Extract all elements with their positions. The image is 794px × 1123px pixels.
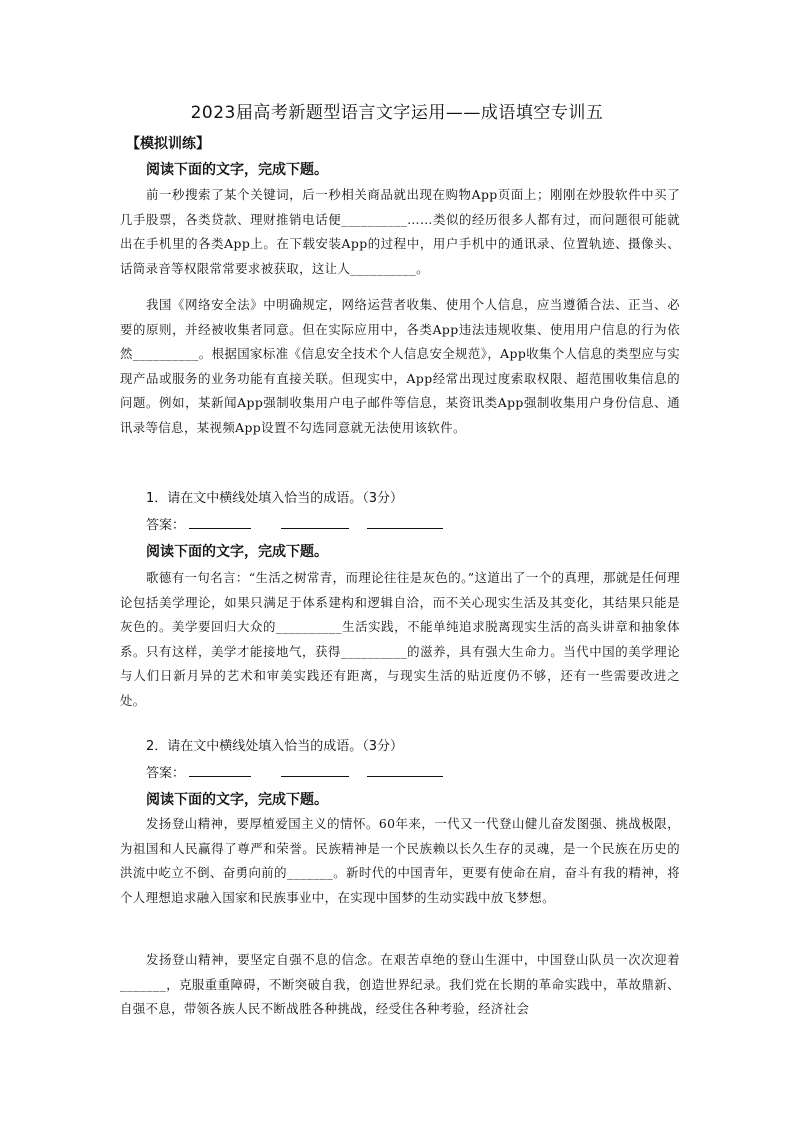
page-title: 2023届高考新题型语言文字运用——成语填空专训五 [190,103,604,123]
question-2: 2．请在文中横线处填入恰当的成语。（3分） [146,739,404,754]
answer-row-1 [146,514,443,533]
reading-instruction-1: 阅读下面的文字，完成下题。 [146,162,328,178]
reading-instruction-2: 阅读下面的文字，完成下题。 [146,544,328,560]
answer-label: 答案： [146,766,186,781]
passage-3-paragraph-1: 发扬登山精神，要厚植爱国主义的情怀。60年来，一代又一代登山健儿奋发图强、挑战极限，为祖国和人民赢得了尊严和荣誉。民族精神是一个民族赖以长久生存的灵魂，是一个民族在历史的洪流中屹立不倒、奋勇向前的_______。新时代的中国青年，更要有使命在肩，奋斗有我的精神，将个人理想追求融入国家和民族事业中，在实现中国梦的生动实践中放飞梦想。 [120,816,680,905]
answer-blank-1[interactable] [189,762,251,777]
question-1: 1．请在文中横线处填入恰当的成语。（3分） [146,491,404,506]
answer-row-2 [146,762,443,781]
answer-blank-2[interactable] [281,514,349,529]
answer-label: 答案： [146,518,186,533]
passage-1-paragraph-2: 我国《网络安全法》中明确规定，网络运营者收集、使用个人信息，应当遵循合法、正当、必要的原则，并经被收集者同意。但在实际应用中，各类App违法违规收集、使用用户信息的行为依然__________。根据国家标准《信息安全技术个人信息安全规范》，App收集个人信息的类型应与实现产品或服务的业务功能有直接关联。但现实中，App经常出现过度索取权限、超范围收集信息的问题。例如，某新闻App强制收集用户电子邮件等信息，某资讯类App强制收集用户身份信息、通讯录等信息，某视频App设置不勾选同意就无法使用该软件。 [120,297,680,435]
answer-blank-2[interactable] [281,762,349,777]
reading-instruction-3: 阅读下面的文字，完成下题。 [146,792,328,808]
answer-blank-3[interactable] [367,762,443,777]
answer-blank-1[interactable] [189,514,251,529]
passage-3-paragraph-2: 发扬登山精神，要坚定自强不息的信念。在艰苦卓绝的登山生涯中，中国登山队员一次次迎着_______，克服重重障碍，不断突破自我，创造世界纪录。我们党在长期的革命实践中，革故鼎新、自强不息，带领各族人民不断战胜各种挑战，经受住各种考验，经济社会 [120,952,680,1017]
answer-blank-3[interactable] [367,514,443,529]
passage-1-paragraph-1: 前一秒搜索了某个关键词，后一秒相关商品就出现在购物App页面上；刚刚在炒股软件中买了几手股票，各类贷款、理财推销电话便__________……类似的经历很多人都有过，而问题很可能就出在手机里的各类App上。在下载安装App的过程中，用户手机中的通讯录、位置轨迹、摄像头、话筒录音等权限常常要求被获取，这让人__________。 [120,187,680,276]
passage-2-paragraph-1: 歌德有一句名言：“生活之树常青，而理论往往是灰色的。”这道出了一个的真理，那就是任何理论包括美学理论，如果只满足于体系建构和逻辑自洽，而不关心现实生活及其变化，其结果只能是灰色的。美学要回归大众的__________生活实践，不能单纯追求脱离现实生活的高头讲章和抽象体系。只有这样，美学才能接地气，获得__________的滋养，具有强大生命力。当代中国的美学理论与人们日新月异的艺术和审美实践还有距离，与现实生活的贴近度仍不够，还有一些需要改进之处。 [120,570,680,708]
section-heading: 【模拟训练】 [126,136,210,152]
